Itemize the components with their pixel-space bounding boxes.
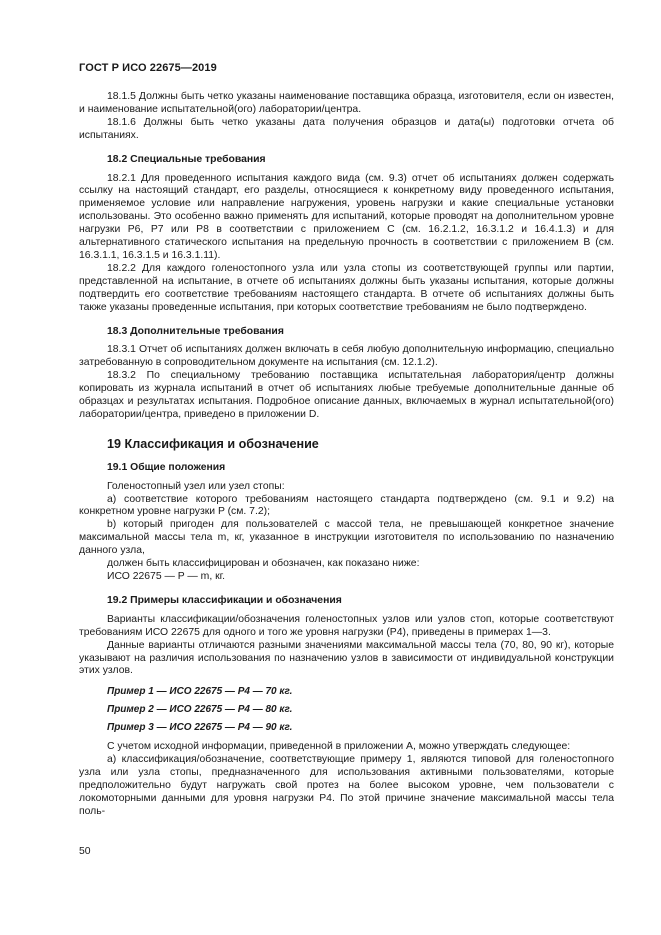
paragraph-19-2-2: Данные варианты отличаются разными значениями максимальной массы тела (70, 80, 90 кг), которые указывают на различия использования по назначению узлов в зависимости от индивидуальной конструкции этих узлов. [79, 639, 614, 677]
example-1: Пример 1 — ИСО 22675 — P4 — 70 кг. [107, 686, 293, 698]
examples-block [79, 684, 614, 735]
paragraph-19-2-4: a) классификация/обозначение, соответствующие примеру 1, являются типовой для голеностопного узла или узла стопы, предназначенного для использования активными пользователями, которые предположительно будут нагружать свой протез на более высоком уровне, чем пользователи с локомоторными данными для уровня нагрузки P4. По этой причине значение максимальной массы тела поль- [79, 754, 614, 817]
paragraph-19-1-c: должен быть классифицирован и обозначен, как показано ниже: [107, 558, 420, 570]
chapter-heading-19: 19 Классификация и обозначение [107, 436, 319, 451]
section-heading-19-2: 19.2 Примеры классификации и обозначения [107, 594, 342, 606]
paragraph-18-3-2: 18.3.2 По специальному требованию поставщика испытательная лаборатория/центр должны копировать из журнала испытаний в отчет об испытаниях любые требуемые дополнительные данные об образцах и результатах испытания. Подробное описание данных, включаемых в журнал испытательной(ого) лаборатории/центра, приведено в приложении D. [79, 370, 614, 420]
example-3: Пример 3 — ИСО 22675 — P4 — 90 кг. [107, 722, 293, 734]
paragraph-18-2-1: 18.2.1 Для проведенного испытания каждого вида (см. 9.3) отчет об испытаниях должен содержать ссылку на настоящий стандарт, его разделы, относящиеся к конкретному виду проведенного испытания, применяемое условие или направление нагружения, уровень нагрузки и какие специальные установки использованы. Это особенно важно применять для испытаний, которые проводят на дополнительном уровне нагрузки P6, P7 или P8 в соответствии с приложением С (см. 16.2.1.2, 16.3.1.2 и 16.4.1.3) и для альтернативного статического испытания на предельную прочность в соответствии с приложением В (см. 16.3.1.1, 16.3.1.5 и 16.3.1.11). [79, 172, 614, 261]
paragraph-19-1-d: ИСО 22675 — P — m, кг. [107, 571, 226, 582]
paragraph-19-1-intro: Голеностопный узел или узел стопы: [107, 480, 285, 492]
example-2: Пример 2 — ИСО 22675 — P4 — 80 кг. [107, 704, 293, 716]
section-heading-18-2: 18.2 Специальные требования [107, 153, 266, 165]
paragraph-19-2-3: С учетом исходной информации, приведенной в приложении А, можно утверждать следующее: [107, 741, 571, 753]
paragraph-18-3-1: 18.3.1 Отчет об испытаниях должен включать в себя любую дополнительную информацию, специально затребованную в сопроводительном документе на испытания (см. 12.1.2). [79, 344, 614, 369]
document-body [79, 91, 614, 819]
section-heading-18-3: 18.3 Дополнительные требования [107, 325, 284, 337]
paragraph-18-1-6: 18.1.6 Должны быть четко указаны дата получения образцов и дата(ы) подготовки отчета об испытаниях. [79, 116, 614, 141]
document-header: ГОСТ Р ИСО 22675—2019 [79, 62, 217, 74]
paragraph-19-2-1: Варианты классификации/обозначения голеностопных узлов или узлов стоп, которые соответствуют требованиям ИСО 22675 для одного и того же уровня нагрузки (P4), приведены в примерах 1—3. [79, 613, 614, 638]
page-number: 50 [79, 846, 91, 857]
paragraph-19-1-b: b) который пригоден для пользователей с массой тела, не превышающей конкретное значение максимальной массы тела m, кг, указанное в инструкции изготовителя по использованию по назначению данного узла, [79, 519, 614, 557]
section-heading-19-1: 19.1 Общие положения [107, 461, 226, 473]
paragraph-18-2-2: 18.2.2 Для каждого голеностопного узла или узла стопы из соответствующей группы или партии, представленной на испытание, в отчете об испытаниях должны быть указаны испытания, которые должны подтвердить его соответствие требованиям настоящего стандарта. В отчете об испытаниях должны быть также указаны проведенные испытания, при которых соответствие требованиям не было подтверждено. [79, 262, 614, 313]
paragraph-19-1-a: a) соответствие которого требованиям настоящего стандарта подтверждено (см. 9.1 и 9.2) на конкретном уровне нагрузки P (см. 7.2); [79, 493, 614, 518]
paragraph-18-1-5: 18.1.5 Должны быть четко указаны наименование поставщика образца, изготовителя, если он известен, и наименование испытательной(ого) лаборатории/центра. [79, 91, 614, 115]
